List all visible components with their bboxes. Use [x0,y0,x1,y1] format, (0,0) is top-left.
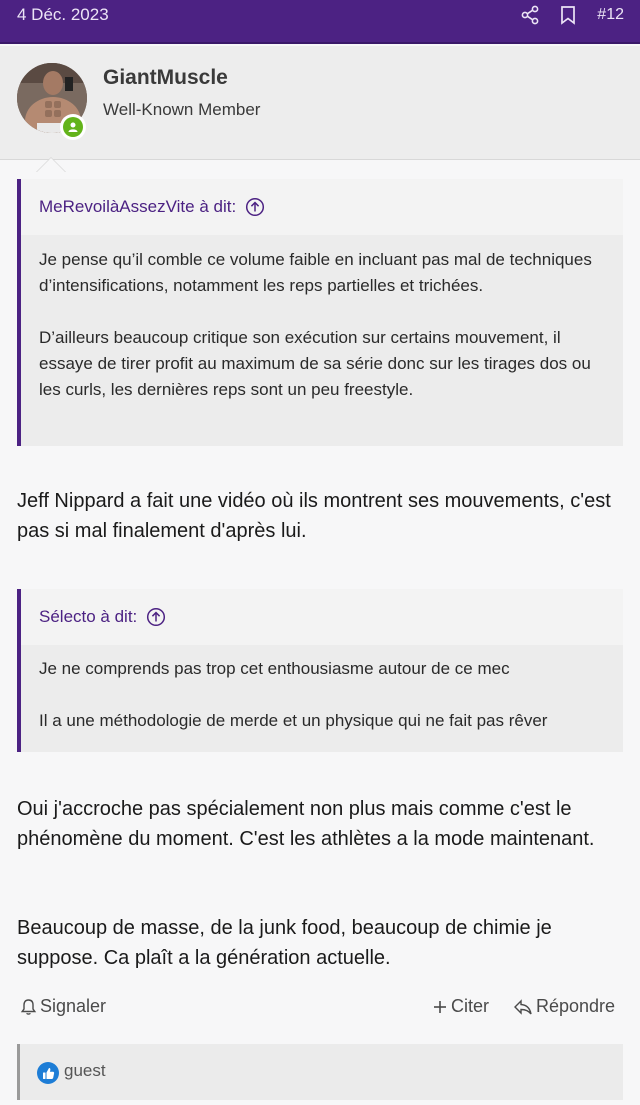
quote-content [21,645,623,734]
like-icon [37,1062,59,1084]
quote-content [21,235,623,403]
reaction-users-link[interactable]: guest [64,1061,106,1080]
reply-icon [513,998,533,1016]
quote-block [17,179,623,446]
post-date[interactable]: 4 Déc. 2023 [17,5,109,24]
quote-paragraph: Il a une méthodologie de merde et un physique qui ne fait pas rêver [39,711,548,730]
report-button[interactable] [20,996,106,1017]
quote-block [17,589,623,752]
go-to-quote-icon[interactable] [146,607,166,627]
quote-paragraph: Je pense qu’il comble ce volume faible en incluant pas mal de techniques d’intensifications, notamment les reps partielles et trichées. [39,250,592,295]
quote-author-line[interactable]: Sélecto à dit: [39,607,138,626]
post-header-bar [0,0,640,44]
post-user-bar [0,46,640,160]
user-status-icon [63,117,83,137]
quote-attribution[interactable] [21,179,623,235]
reply-button[interactable] [513,996,615,1017]
go-to-quote-icon[interactable] [245,197,265,217]
user-title: Well-Known Member [103,100,261,119]
quote-button[interactable] [432,996,489,1017]
quote-paragraph: Je ne comprends pas trop cet enthousiasme autour de ce mec [39,659,510,678]
bookmark-icon[interactable] [557,4,579,26]
post-number-link[interactable]: #12 [597,6,624,23]
message-paragraph: Jeff Nippard a fait une vidéo où ils montrent ses mouvements, c'est pas si mal finalement d'après lui. [17,490,611,542]
quote-paragraph: D’ailleurs beaucoup critique son exécution sur certains mouvement, il essaye de tirer profit au maximum de sa série donc sur les tirages dos ou les curls, les dernières reps sont un peu freestyle. [39,328,591,399]
username-link[interactable]: GiantMuscle [103,66,228,89]
quote-label: Citer [451,996,490,1016]
message-pointer [37,158,65,172]
bell-icon [20,998,37,1016]
message-actions [0,996,640,1022]
share-icon[interactable] [519,4,541,26]
post-header-actions [503,4,624,26]
report-label: Signaler [40,996,107,1016]
online-status-badge [60,114,86,140]
reply-label: Répondre [536,996,616,1016]
message-paragraph: Beaucoup de masse, de la junk food, beaucoup de chimie je suppose. Ca plaît a la génération actuelle. [17,917,552,969]
plus-icon [432,999,448,1015]
quote-attribution[interactable] [21,589,623,645]
reactions-bar[interactable] [17,1044,623,1100]
message-paragraph: Oui j'accroche pas spécialement non plus mais comme c'est le phénomène du moment. C'est les athlètes a la mode maintenant. [17,798,595,850]
quote-author-line[interactable]: MeRevoilàAssezVite à dit: [39,197,237,216]
